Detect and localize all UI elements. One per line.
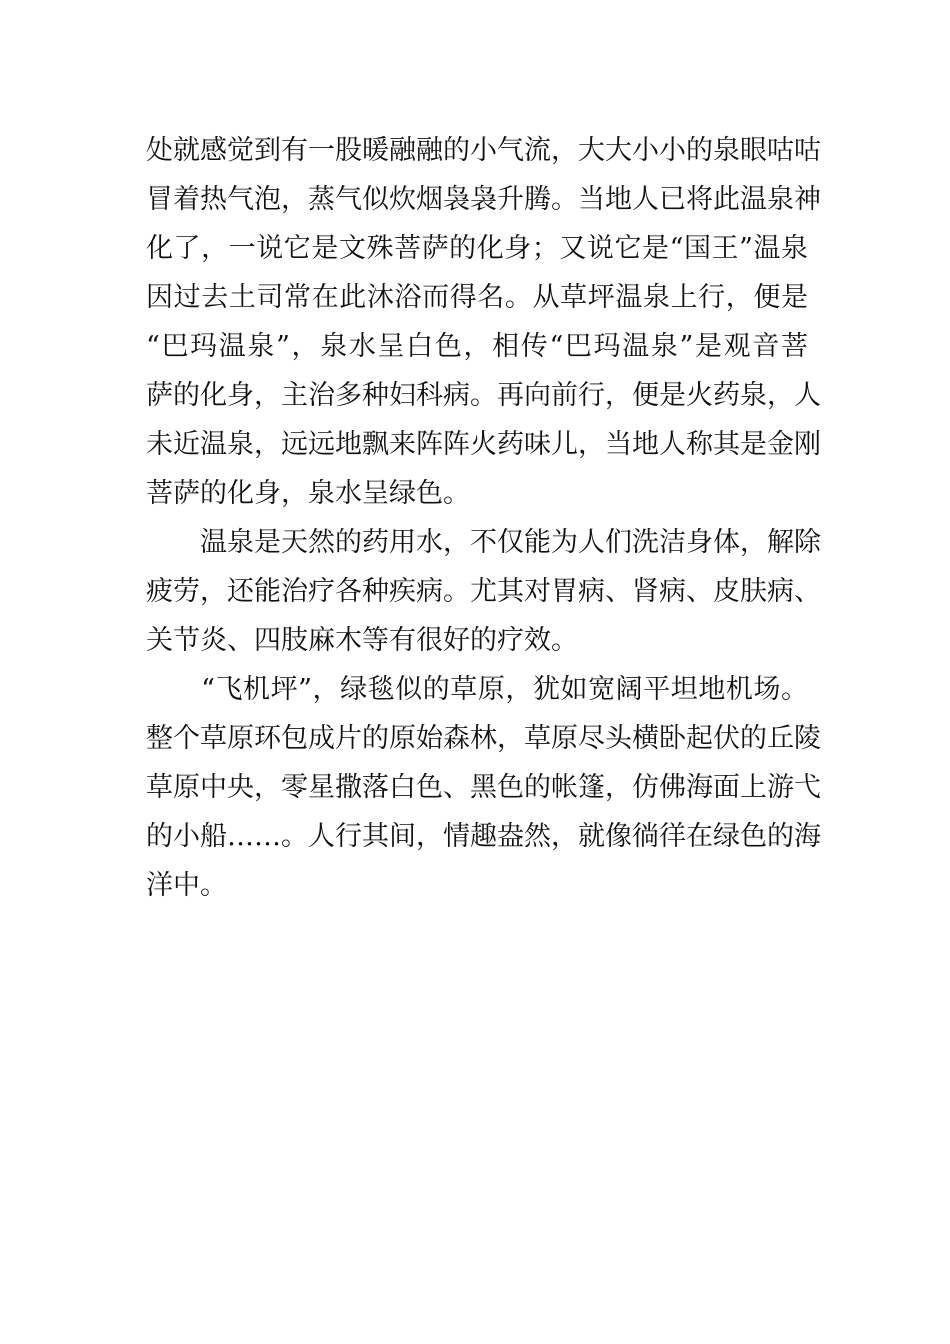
paragraph-airplane-meadow: [146, 665, 821, 910]
text-line: 冒着热气泡，蒸气似炊烟袅袅升腾。当地人已将此温泉神: [146, 184, 821, 215]
body-text: [146, 126, 821, 910]
text-line: 整个草原环包成片的原始森林，草原尽头横卧起伏的丘陵: [146, 723, 821, 754]
text-line: 菩萨的化身，泉水呈绿色。: [146, 478, 470, 509]
text-line: 洋中。: [146, 870, 227, 901]
text-line: 温泉是天然的药用水，不仅能为人们洗洁身体，解除: [146, 527, 821, 558]
text-line: 未近温泉，远远地飘来阵阵火药味儿，当地人称其是金刚: [146, 429, 821, 460]
text-line: 化了，一说它是文殊菩萨的化身；又说它是“国王”温泉: [146, 233, 808, 264]
paragraph-hot-springs-legend: [146, 126, 821, 518]
text-line: 萨的化身，主治多种妇科病。再向前行，便是火药泉，人: [146, 380, 821, 411]
text-line: 草原中央，零星撒落白色、黑色的帐篷，仿佛海面上游弋: [146, 772, 821, 803]
text-line: 疲劳，还能治疗各种疾病。尤其对胃病、肾病、皮肤病、: [146, 576, 821, 607]
text-line: “飞机坪”，绿毯似的草原，犹如宽阔平坦地机场。: [146, 674, 808, 705]
text-line: 关节炎、四肢麻木等有很好的疗效。: [146, 625, 578, 656]
text-line: 的小船……。人行其间，情趣盎然，就像徜徉在绿色的海: [146, 821, 821, 852]
text-line: 处就感觉到有一股暖融融的小气流，大大小小的泉眼咕咕: [146, 135, 821, 166]
text-line: “巴玛温泉”，泉水呈白色，相传“巴玛温泉”是观音菩: [146, 331, 808, 362]
paragraph-medicinal-water: [146, 518, 821, 665]
text-line: 因过去土司常在此沐浴而得名。从草坪温泉上行，便是: [146, 282, 808, 313]
